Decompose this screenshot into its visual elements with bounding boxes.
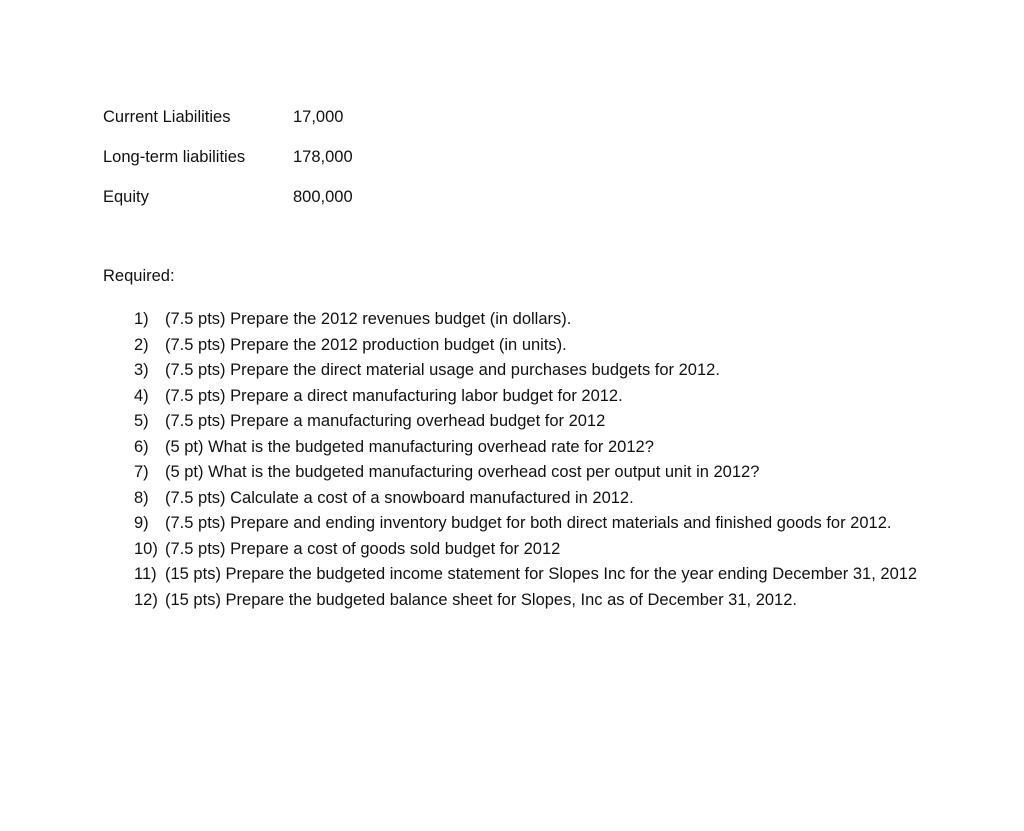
item-number: 7)	[134, 463, 149, 481]
list-item	[134, 486, 924, 512]
item-text: (7.5 pts) Prepare a cost of goods sold budget for 2012	[165, 539, 561, 558]
item-text: (5 pt) What is the budgeted manufacturing overhead cost per output unit in 2012?	[165, 463, 760, 481]
item-number: 5)	[134, 412, 149, 430]
list-item	[134, 460, 924, 486]
list-item	[134, 384, 924, 410]
balance-label: Equity	[103, 188, 149, 206]
item-text: (7.5 pts) Prepare the direct material usage and purchases budgets for 2012.	[165, 361, 720, 379]
balance-label: Current Liabilities	[103, 108, 231, 126]
item-number: 12)	[134, 590, 158, 609]
item-text: (7.5 pts) Prepare the 2012 production budget (in units).	[165, 335, 567, 354]
balance-label: Long-term liabilities	[103, 148, 246, 166]
balance-value: 178,000	[293, 148, 353, 166]
list-item	[134, 435, 924, 461]
list-item	[134, 511, 924, 537]
list-item	[134, 307, 924, 333]
item-text: (7.5 pts) Prepare a direct manufacturing labor budget for 2012.	[165, 386, 623, 405]
item-text: (7.5 pts) Prepare a manufacturing overhead budget for 2012	[165, 412, 606, 430]
list-item	[134, 358, 924, 384]
item-text: (15 pts) Prepare the budgeted income statement for Slopes Inc for the year ending December 31, 2012	[165, 565, 918, 583]
item-text: (7.5 pts) Prepare and ending inventory budget for both direct materials and finished goods for 2012.	[165, 514, 892, 532]
requirements-list	[134, 307, 924, 613]
item-number: 4)	[134, 386, 149, 405]
list-item	[134, 409, 924, 435]
item-text: (5 pt) What is the budgeted manufacturing overhead rate for 2012?	[165, 437, 654, 456]
item-number: 11)	[134, 565, 157, 583]
item-number: 2)	[134, 335, 149, 354]
list-item	[134, 537, 924, 563]
item-number: 1)	[134, 310, 149, 328]
item-number: 10)	[134, 539, 158, 558]
list-item	[134, 562, 924, 588]
item-number: 8)	[134, 488, 149, 507]
item-text: (7.5 pts) Calculate a cost of a snowboard manufactured in 2012.	[165, 488, 634, 507]
balance-value: 800,000	[293, 188, 353, 206]
item-text: (7.5 pts) Prepare the 2012 revenues budget (in dollars).	[165, 310, 572, 328]
item-number: 9)	[134, 514, 149, 532]
balance-value: 17,000	[293, 108, 344, 126]
list-item	[134, 588, 924, 614]
item-number: 6)	[134, 437, 149, 456]
item-text: (15 pts) Prepare the budgeted balance sheet for Slopes, Inc as of December 31, 2012.	[165, 590, 797, 609]
list-item	[134, 333, 924, 359]
required-heading: Required:	[103, 267, 175, 285]
item-number: 3)	[134, 361, 149, 379]
